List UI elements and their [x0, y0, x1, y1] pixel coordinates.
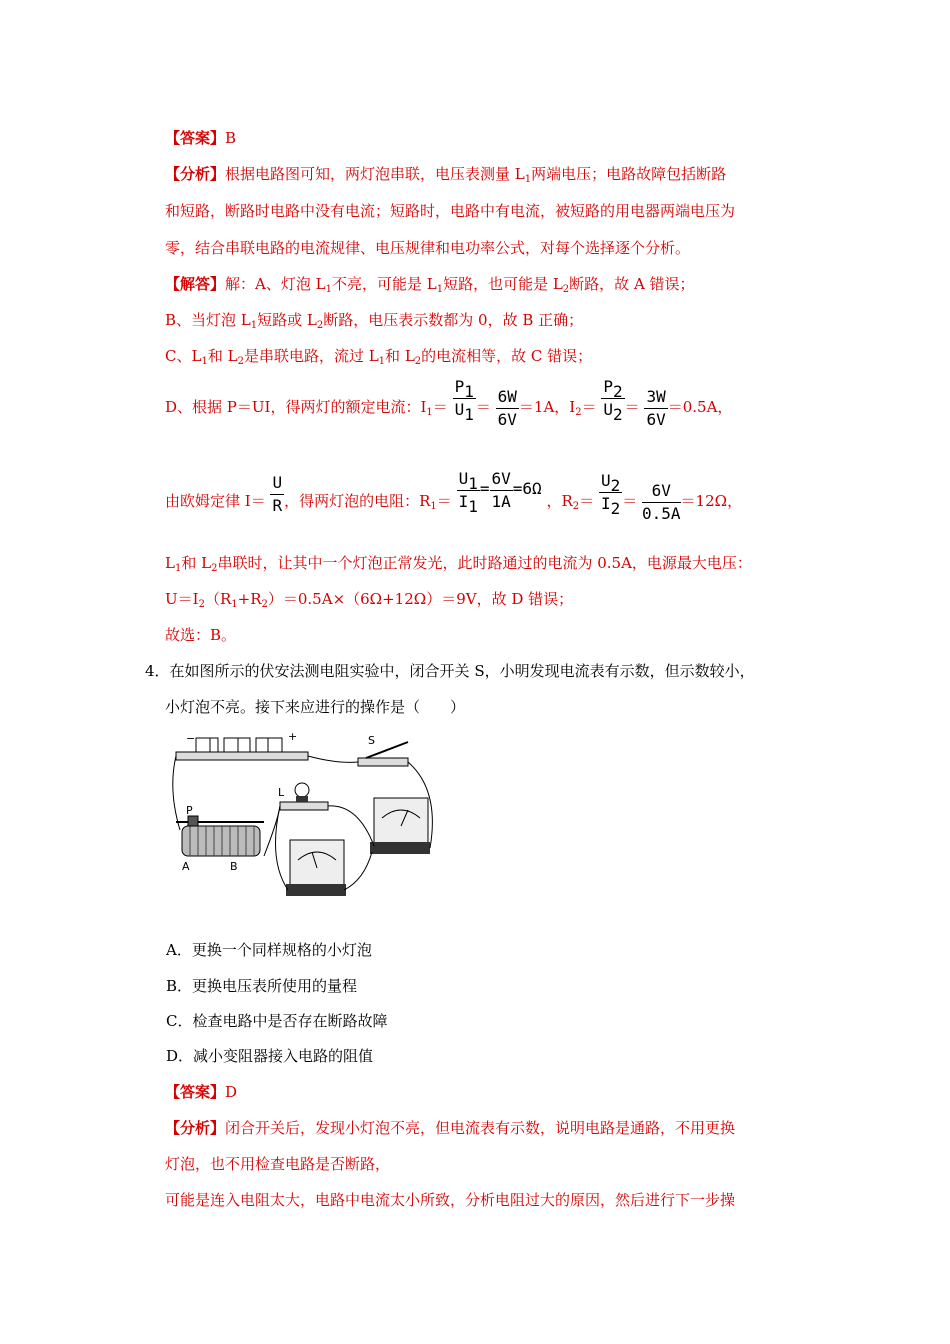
terminal-b-label: B: [230, 860, 238, 873]
voltmeter-terminals: [286, 884, 346, 896]
q3-analysis-line-2: 和短路，断路时电路中没有电流；短路时，电路中有电流，被短路的用电器两端电压为: [165, 202, 736, 220]
fraction-6w-6v: $\frac{6W}{6V}$: [497, 386, 517, 429]
lamp-bulb: [295, 783, 309, 797]
answer-value: D: [225, 1083, 238, 1101]
switch-label: S: [368, 734, 375, 747]
q3-choose-line: 故选：B。: [165, 626, 237, 644]
fraction-6v-05a: $\frac{6V}{0.5A}$: [642, 480, 681, 523]
option-b: B．更换电压表所使用的量程: [166, 977, 358, 995]
fraction-p2-u2: $\frac{P_2}{U_2}$: [603, 376, 623, 424]
ammeter-terminals: [370, 842, 430, 854]
fraction-3w-6v: $\frac{3W}{6V}$: [646, 386, 666, 429]
rheostat-slider: [188, 816, 198, 826]
q4-analysis-line-2: 灯泡，也不用检查电路是否断路，: [165, 1155, 391, 1173]
option-d: D．减小变阻器接入电路的阻值: [166, 1047, 374, 1065]
answer-value: B: [225, 129, 237, 147]
terminal-a-label: A: [182, 860, 190, 873]
q3-analysis-line-1: 【分析】根据电路图可知，两灯泡串联，电压表测量 $L_1$两端电压；电路故障包括断路: [165, 165, 727, 185]
minus-label: −: [186, 732, 196, 745]
lamp-base: [280, 802, 328, 810]
q3-solve-line-d: D、根据 P＝UI，得两灯的额定电流：$I_1=$ $\frac{P_1}{U_1}$ ＝ $\frac{6W}{6V}$ ＝1A，$I_2=$ $\frac{P_2}{U_2}$ ＝ $\frac{3W}{6V}$ ＝0.5A，: [165, 376, 733, 429]
q3-ohm-line: 由欧姆定律 I＝ $\frac{U}{R}$ ，得两灯泡的电阻：$R_1=$ $\frac{U_1}{I_1}$ = $\frac{6V}{1A}$ =6Ω ，$R_2=$ $\frac{U_2}{I_2}$ ＝ $\frac{6V}{0.5A}$ ＝12Ω，: [165, 468, 743, 523]
circuit-diagram: [168, 730, 440, 902]
lamp-label: L: [278, 786, 285, 799]
q3-solve-line-b: B、当灯泡 $L_1$短路或 $L_2$断路，电压表示数都为 0，故 B 正确；: [165, 311, 584, 331]
q3-analysis-line-3: 零，结合串联电路的电流规律、电压规律和电功率公式，对每个选择逐个分析。: [165, 239, 691, 257]
answer-tag: 【答案】: [165, 1083, 226, 1101]
slider-label: P: [186, 804, 193, 817]
fraction-u-r: $\frac{U}{R}$: [272, 472, 283, 515]
q4-analysis-line-3: 可能是连入电阻太大，电路中电流太小所致，分析电阻过大的原因，然后进行下一步操: [165, 1191, 736, 1209]
fraction-u1-i1: $\frac{U_1}{I_1}$: [458, 468, 478, 516]
switch-base: [358, 758, 408, 766]
fraction-p1-u1: $\frac{P_1}{U_1}$: [454, 376, 474, 424]
q4-answer-line: [165, 1082, 237, 1102]
q4-stem-line-1: 4．在如图所示的伏安法测电阻实验中，闭合开关 S，小明发现电流表有示数，但示数较小，: [145, 662, 755, 680]
q3-answer-line: [165, 128, 236, 148]
q4-stem-line-2: 小灯泡不亮。接下来应进行的操作是（ ）: [165, 698, 466, 716]
option-c: C．检查电路中是否存在断路故障: [166, 1012, 388, 1030]
question-number: 4．: [145, 662, 170, 680]
q3-series-line: $L_1$和 $L_2$串联时，让其中一个灯泡正常发光，此时路通过的电流为 0.5A，电源最大电压：: [165, 554, 752, 574]
analysis-tag: 【分析】: [165, 165, 226, 183]
answer-tag: 【答案】: [165, 129, 226, 147]
q3-solve-line-c: C、$L_1$和 $L_2$是串联电路，流过 $L_1$和 $L_2$的电流相等，故 C 错误；: [165, 347, 593, 367]
analysis-tag: 【分析】: [165, 1119, 226, 1137]
q3-solve-line-a: 【解答】解：A、灯泡 $L_1$不亮，可能是 $L_1$短路，也可能是 $L_2$断路，故 A 错误；: [165, 275, 695, 295]
solve-tag: 【解答】: [165, 275, 226, 293]
fraction-u2-i2: $\frac{U_2}{I_2}$: [600, 470, 621, 518]
rheostat-coil: [182, 826, 260, 856]
battery-board: [176, 752, 308, 760]
fraction-6v-1a: $\frac{6V}{1A}$: [491, 468, 511, 511]
battery-cells: [196, 738, 282, 752]
q4-analysis-line-1: 【分析】闭合开关后，发现小灯泡不亮，但电流表有示数，说明电路是通路，不用更换: [165, 1119, 736, 1137]
option-a: A．更换一个同样规格的小灯泡: [166, 941, 372, 959]
q3-umax-line: $U=I_2(R_1+R_2)=0.5A\times(6\Omega+12\Omega)=9V$，故 D 错误；: [165, 590, 574, 610]
plus-label: +: [288, 730, 298, 743]
